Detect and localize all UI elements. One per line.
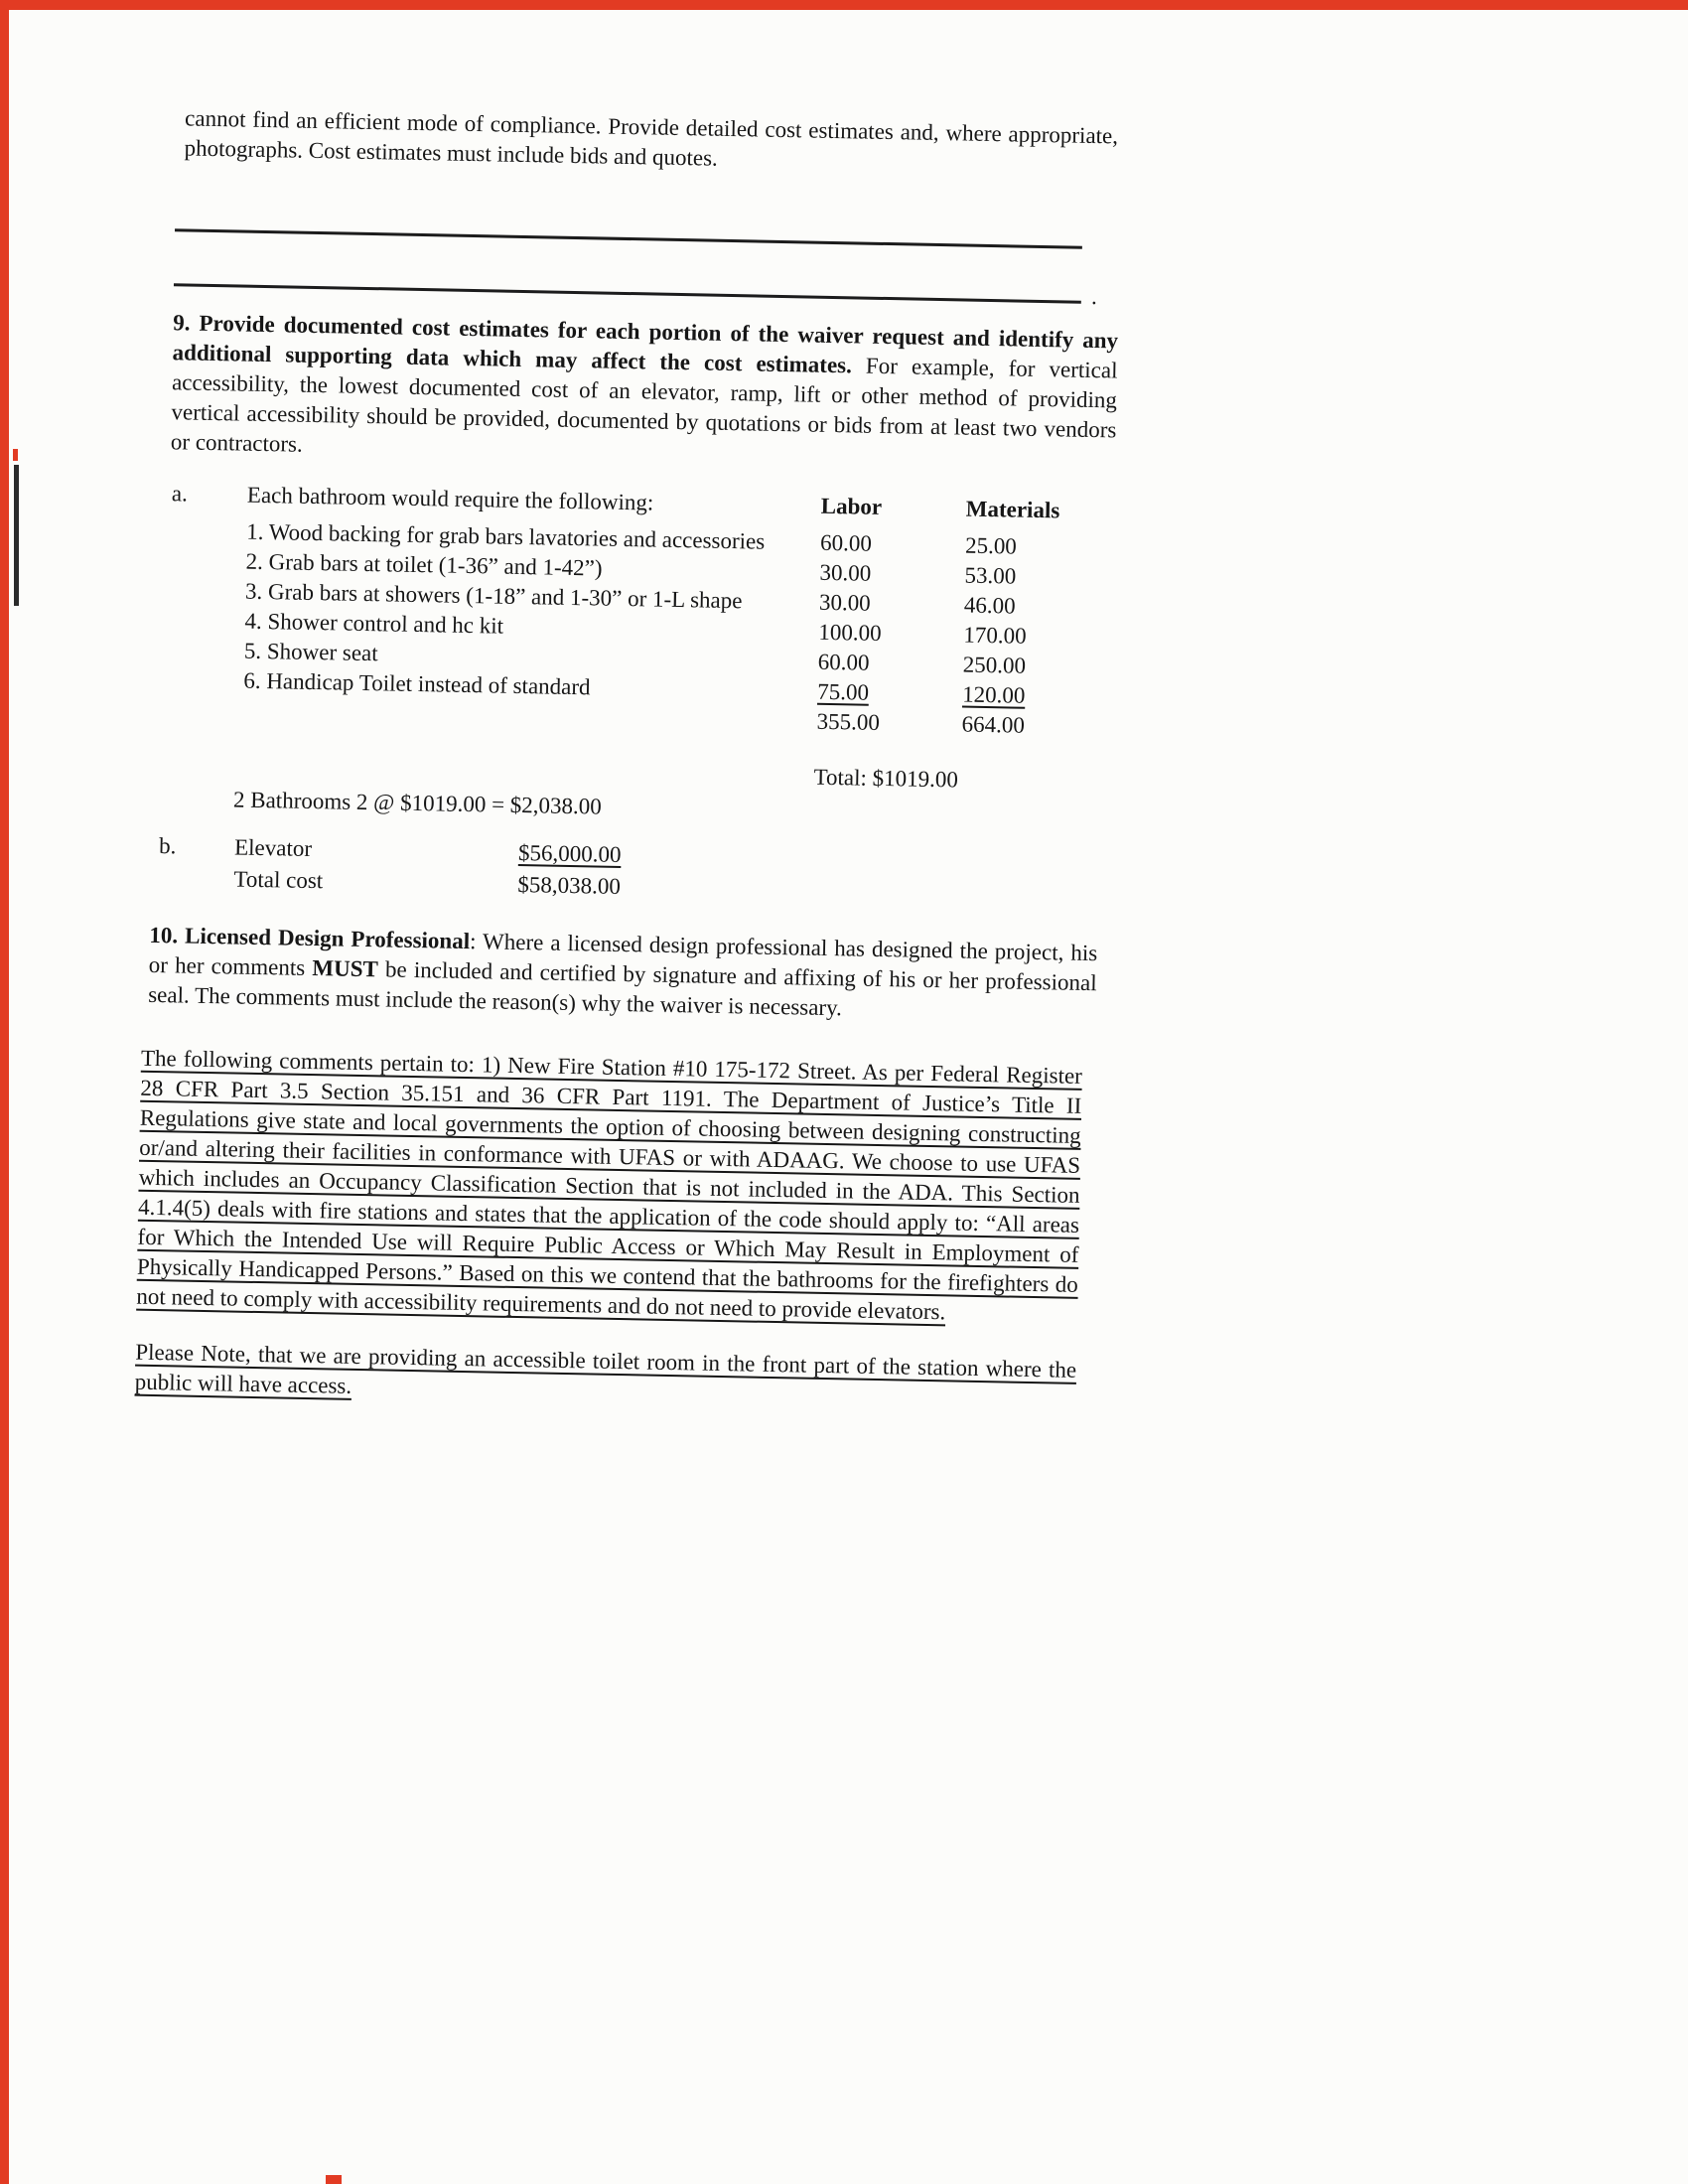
scanner-red-mark-bottom bbox=[326, 2175, 342, 2184]
section-10-text-1: : Where a licensed design professional has designed the project, his or her comments bbox=[148, 929, 1098, 981]
row-description: 5. Shower seat bbox=[243, 638, 378, 666]
totals-row-spacer bbox=[243, 718, 817, 729]
item-a-block bbox=[167, 479, 1688, 753]
section-10-paragraph bbox=[148, 921, 1098, 1028]
row-description: 6. Handicap Toilet instead of standard bbox=[243, 667, 591, 700]
two-bathrooms-total: 2 Bathrooms 2 @ $1019.00 = $2,038.00 bbox=[232, 787, 603, 819]
section-9-paragraph bbox=[171, 308, 1119, 475]
trailing-period: . bbox=[1090, 283, 1098, 310]
section-10-text-2: be included and certified by signature and affixing of his or her professional seal. The comments must include the reason(s) why the waiver is necessary. bbox=[148, 956, 1097, 1021]
row-labor-cost: 30.00 bbox=[819, 559, 872, 586]
labor-column-header: Labor bbox=[820, 493, 883, 519]
bathroom-cost-table bbox=[242, 481, 1115, 743]
row-labor-cost: 30.00 bbox=[818, 589, 871, 616]
materials-total: 664.00 bbox=[961, 711, 1026, 738]
row-materials-cost: 25.00 bbox=[964, 532, 1018, 559]
row-materials-cost: 250.00 bbox=[962, 652, 1027, 678]
row-amount: $56,000.00 bbox=[517, 839, 622, 867]
section-10-bold-lead: 10. Licensed Design Professional bbox=[149, 922, 471, 954]
row-description: 2. Grab bars at toilet (1-36” and 1-42”) bbox=[245, 548, 603, 581]
item-a-label: a. bbox=[171, 481, 189, 507]
row-materials-cost: 170.00 bbox=[963, 622, 1027, 649]
per-bathroom-total: Total: $1019.00 bbox=[813, 764, 959, 793]
item-b-label: b. bbox=[158, 833, 177, 859]
cost-table-heading: Each bathroom would require the following: bbox=[246, 482, 654, 515]
section-10-bold-must: MUST bbox=[312, 955, 379, 982]
row-description: 1. Wood backing for grab bars lavatories and accessories bbox=[245, 518, 766, 554]
design-professional-comments: The following comments pertain to: 1) New Fire Station #10 175-172 Street. As per Federal Register 28 CFR Part 3.5 Section 35.151 and 36 CFR Part 1191. The Department of Justice’s Title II Regulations give state and local governments the option of choosing between designing constructing or/and altering their facilities in conformance with UFAS or with ADAAG. We choose to use UFAS which includes an Occupancy Classification Section that is not included in the ADA. This Section 4.1.4(5) deals with fire stations and states that the application of the code should apply to: “All areas for Which the Intended Use will Require Public Access or Which May Result in Employment of Physically Handicapped Persons.” Based on this we contend that the bathrooms for the firefighters do not need to comply with accessibility requirements and do not need to provide elevators. bbox=[136, 1045, 1083, 1325]
row-description: Total cost bbox=[233, 866, 324, 894]
fill-in-line-2 bbox=[174, 283, 1098, 310]
section-9-bold-text: 9. Provide documented cost estimates for each portion of the waiver request and identify any additional supporting data which may affect the cost estimates. bbox=[172, 310, 1119, 378]
intro-paragraph: cannot find an efficient mode of compliance. Provide detailed cost estimates and, where appropriate, photographs. Cost estimates must include bids and quotes. bbox=[184, 105, 1119, 171]
row-labor-cost: 60.00 bbox=[819, 529, 873, 556]
row-description: 3. Grab bars at showers (1-18” and 1-30” or 1-L shape bbox=[244, 578, 743, 614]
row-materials-cost: 120.00 bbox=[961, 681, 1026, 708]
row-amount: $58,038.00 bbox=[517, 871, 622, 899]
row-labor-cost: 75.00 bbox=[816, 678, 870, 705]
item-b-block bbox=[158, 831, 1684, 924]
row-labor-cost: 60.00 bbox=[817, 649, 870, 675]
elevator-cost-list bbox=[233, 833, 737, 907]
materials-column-header: Materials bbox=[965, 496, 1060, 523]
row-description: 4. Shower control and hc kit bbox=[244, 608, 504, 639]
row-description: Elevator bbox=[233, 834, 313, 861]
row-materials-cost: 46.00 bbox=[963, 592, 1016, 619]
labor-total: 355.00 bbox=[816, 708, 881, 735]
section-9-regular-text: For example, for vertical accessibility, the lowest documented cost of an elevator, ramp, lift or other method of providing vertical accessibility should be provided, documented by quotations or bids from at least two vendors or contractors. bbox=[170, 353, 1118, 457]
row-materials-cost: 53.00 bbox=[964, 562, 1017, 589]
fill-in-line-1 bbox=[175, 228, 1082, 249]
row-labor-cost: 100.00 bbox=[818, 619, 882, 646]
please-note-paragraph: Please Note, that we are providing an accessible toilet room in the front part of the station where the public will have access. bbox=[134, 1339, 1077, 1398]
